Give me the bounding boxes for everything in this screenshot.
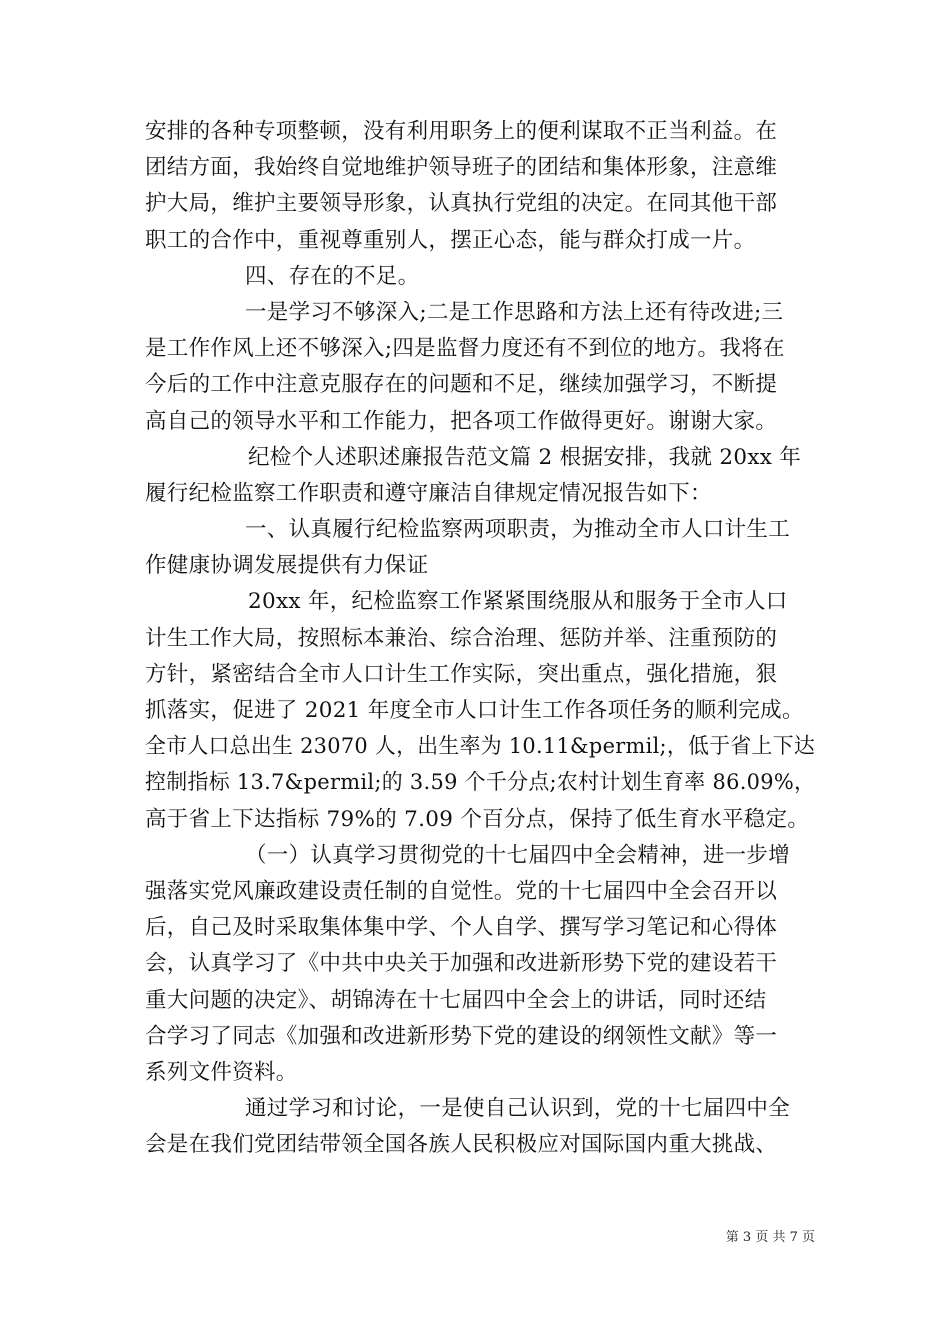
body-text [145, 114, 815, 1163]
text-line: 是工作作风上还不够深入;四是监督力度还有不到位的地方。我将在 [145, 336, 785, 362]
text-line: 作健康协调发展提供有力保证 [145, 553, 429, 579]
text-line: 控制指标 13.7&permil;的 3.59 个千分点;农村计划生育率 86.09%， [145, 770, 816, 796]
text-line: 护大局，维护主要领导形象，认真执行党组的决定。在同其他干部 [145, 191, 778, 217]
text-line: 高自己的领导水平和工作能力，把各项工作做得更好。谢谢大家。 [145, 408, 778, 434]
text-line: 职工的合作中，重视尊重别人，摆正心态，能与群众打成一片。 [145, 227, 756, 253]
text-line: 重大问题的决定》、胡锦涛在十七届四中全会上的讲话，同时还结 [145, 987, 767, 1013]
text-line: 高于省上下达指标 79%的 7.09 个百分点，保持了低生育水平稳定。 [145, 806, 810, 832]
text-line: 全市人口总出生 23070 人，出生率为 10.11&permil;，低于省上下达 [145, 734, 816, 760]
page-number: 第 3 页 共 7 页 [725, 1230, 815, 1245]
text-line: 20xx 年，纪检监察工作紧紧围绕服从和服务于全市人口 [248, 589, 788, 615]
text-line: 团结方面，我始终自觉地维护领导班子的团结和集体形象，注意维 [145, 155, 778, 181]
text-line: 一是学习不够深入;二是工作思路和方法上还有待改进;三 [245, 299, 784, 325]
text-line: 强落实党风廉政建设责任制的自觉性。党的十七届四中全会召开以 [145, 878, 778, 904]
text-line: 纪检个人述职述廉报告范文篇 2 根据安排，我就 20xx 年 [248, 444, 802, 470]
text-line: 方针，紧密结合全市人口计生工作实际，突出重点，强化措施，狠 [145, 661, 778, 687]
text-line: 履行纪检监察工作职责和遵守廉洁自律规定情况报告如下： [145, 480, 712, 506]
text-line: 抓落实，促进了 2021 年度全市人口计生工作各项任务的顺利完成。 [145, 698, 804, 723]
text-line: （一）认真学习贯彻党的十七届四中全会精神，进一步增 [245, 842, 791, 868]
text-line: 今后的工作中注意克服存在的问题和不足，继续加强学习，不断提 [145, 372, 778, 398]
text-line: 安排的各种专项整顿，没有利用职务上的便利谋取不正当利益。在 [145, 119, 778, 144]
text-line: 计生工作大局，按照标本兼治、综合治理、惩防并举、注重预防的 [145, 625, 778, 651]
text-line: 通过学习和讨论，一是使自己认识到，党的十七届四中全 [245, 1096, 791, 1122]
text-line: 四、存在的不足。 [245, 263, 420, 289]
text-line: 会，认真学习了《中共中央关于加强和改进新形势下党的建设若干 [145, 951, 778, 977]
text-line: 合学习了同志《加强和改进新形势下党的建设的纲领性文献》等一 [145, 1023, 778, 1049]
text-line: 系列文件资料。 [145, 1059, 298, 1085]
text-line: 会是在我们党团结带领全国各族人民积极应对国际国内重大挑战、 [145, 1132, 778, 1158]
text-line: 一、认真履行纪检监察两项职责，为推动全市人口计生工 [245, 517, 791, 543]
text-line: 后，自己及时采取集体集中学、个人自学、撰写学习笔记和心得体 [145, 915, 778, 941]
